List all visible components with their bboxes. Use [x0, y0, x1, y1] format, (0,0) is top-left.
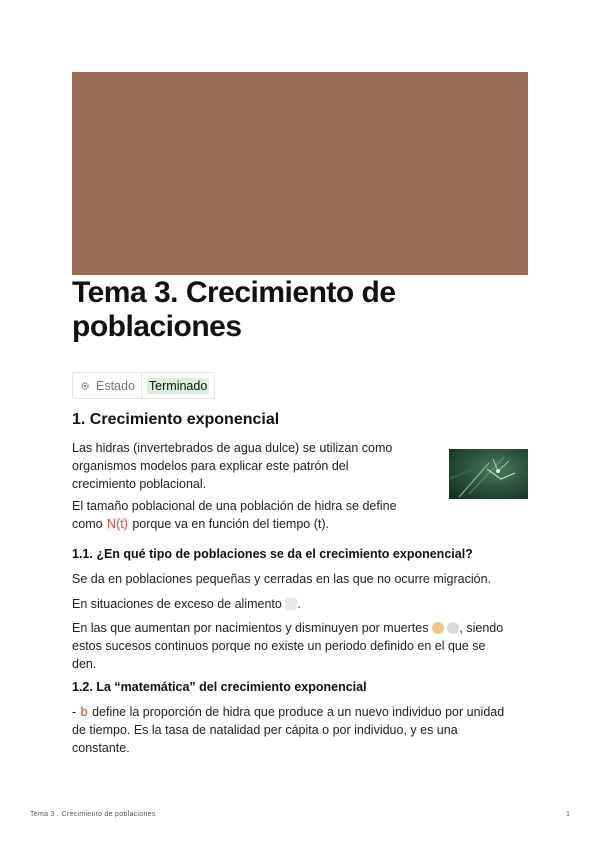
- property-key-label: Estado: [96, 378, 135, 393]
- footer-title: Tema 3 . Crecimiento de poblaciones: [30, 811, 156, 818]
- text-fragment: , siendo: [459, 621, 504, 635]
- paragraph-line: crecimiento poblacional.: [72, 477, 207, 491]
- text-fragment: porque va en función del tiempo (t).: [128, 517, 329, 531]
- paragraph-poblaciones: Se da en poblaciones pequeñas y cerradas en las que no ocurre migración.: [72, 572, 492, 586]
- paragraph-tamano: [72, 497, 397, 533]
- status-badge: Terminado: [148, 378, 208, 393]
- paragraph-line: El tamaño poblacional de una población de hidra se define: [72, 499, 397, 513]
- paragraph-nacimientos: [72, 619, 503, 673]
- paragraph-alimento: [72, 595, 301, 613]
- status-property[interactable]: [72, 372, 215, 399]
- hydra-photo-drawing: [449, 449, 528, 499]
- gear-icon: [80, 381, 90, 391]
- text-fragment: -: [72, 705, 80, 719]
- text-fragment: En las que aumentan por nacimientos y disminuyen por muertes: [72, 621, 432, 635]
- skull-emoji-icon: [447, 622, 459, 634]
- paragraph-line: estos sucesos continuos porque no existe un periodo definido en el que se: [72, 639, 486, 653]
- paragraph-line: [72, 703, 504, 721]
- section-heading-1-1: 1.1. ¿En qué tipo de poblaciones se da el crecimiento exponencial?: [72, 547, 473, 561]
- page-number: 1: [566, 811, 570, 818]
- baby-emoji-icon: [432, 622, 444, 634]
- paragraph-line: [72, 515, 397, 533]
- section-heading-1-2: 1.2. La “matemática” del crecimiento exponencial: [72, 680, 367, 694]
- paragraph-line: organismos modelos para explicar este patrón del: [72, 459, 349, 473]
- paragraph-line: constante.: [72, 741, 130, 755]
- cover-image: [72, 72, 528, 275]
- text-fragment: como: [72, 517, 107, 531]
- paragraph-line: [72, 619, 503, 637]
- food-emoji-icon: [285, 598, 297, 610]
- text-fragment: En situaciones de exceso de alimento: [72, 597, 286, 611]
- page-title: Tema 3. Crecimiento de poblaciones: [72, 276, 396, 343]
- inline-code: N(t): [107, 517, 128, 531]
- text-fragment: .: [297, 597, 301, 611]
- paragraph-tasa-natalidad: [72, 703, 504, 757]
- property-value[interactable]: [142, 373, 214, 398]
- text-fragment: define la proporción de hidra que produce a un nuevo individuo por unidad: [88, 705, 505, 719]
- paragraph-line: den.: [72, 657, 97, 671]
- property-key: [73, 373, 142, 398]
- paragraph-line: de tiempo. Es la tasa de natalidad per cápita o por individuo, y es una: [72, 723, 458, 737]
- hydra-photo: [449, 449, 528, 499]
- paragraph-line: Las hidras (invertebrados de agua dulce) se utilizan como: [72, 441, 393, 455]
- paragraph-hidras: [72, 439, 392, 493]
- inline-code: b: [80, 705, 88, 719]
- section-heading-1: 1. Crecimiento exponencial: [72, 411, 280, 428]
